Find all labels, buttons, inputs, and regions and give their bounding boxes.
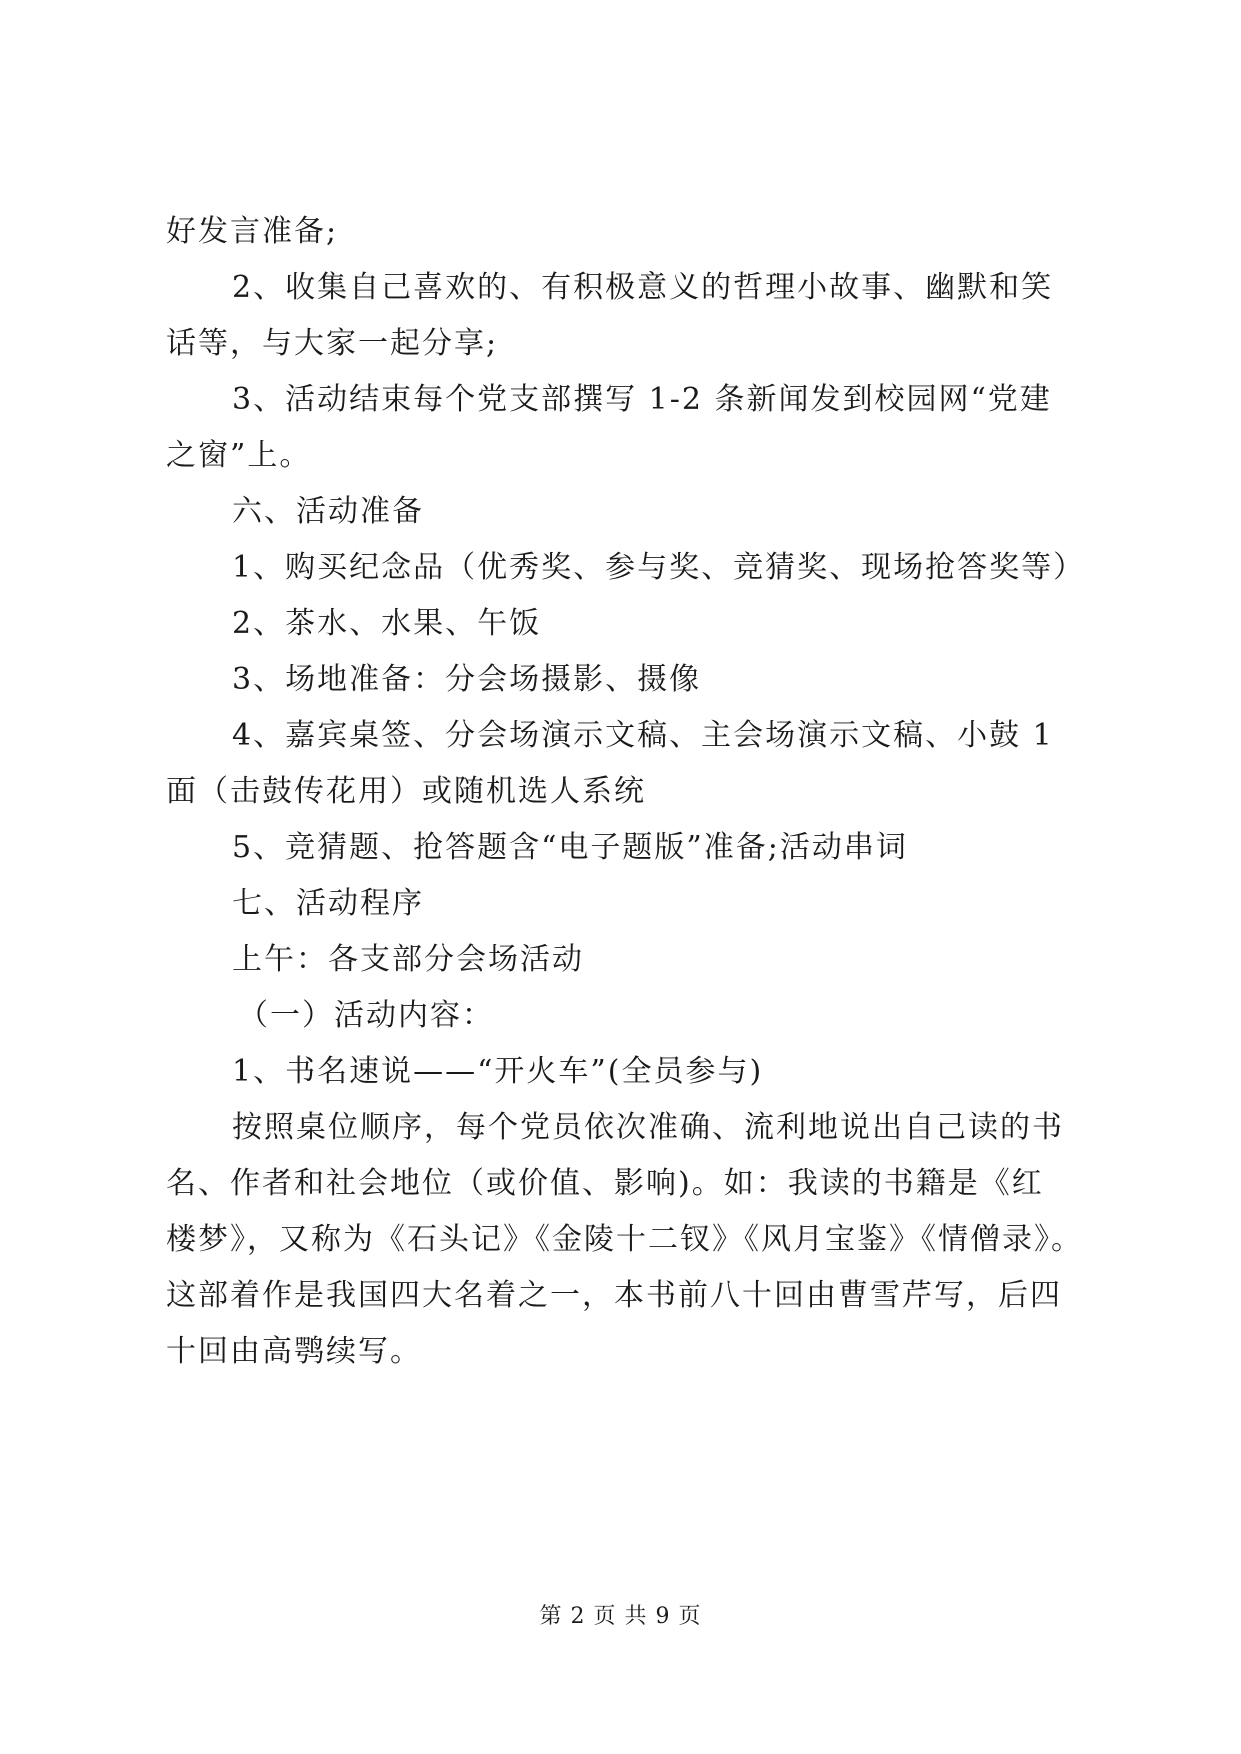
text-line: 话等，与大家一起分享;	[166, 326, 499, 361]
text-line: 3、场地准备：分会场摄影、摄像	[232, 662, 702, 697]
text-line: 5、竞猜题、抢答题含“电子题版”准备;活动串词	[232, 830, 908, 865]
text-line: 1、书名速说——“开火车”(全员参与)	[232, 1054, 764, 1089]
section-heading: 六、活动准备	[232, 494, 424, 529]
subsection-heading: （一）活动内容：	[238, 998, 494, 1033]
text-line: 2、收集自己喜欢的、有积极意义的哲理小故事、幽默和笑	[232, 270, 1054, 305]
text-line: 2、茶水、水果、午饭	[232, 606, 542, 641]
text-line: 4、嘉宾桌签、分会场演示文稿、主会场演示文稿、小鼓 1	[232, 718, 1054, 753]
page-footer: 第 2 页 共 9 页	[539, 1604, 702, 1629]
text-line: 十回由高鹗续写。	[166, 1334, 422, 1369]
text-line: 按照桌位顺序，每个党员依次准确、流利地说出自己读的书	[232, 1110, 1064, 1145]
text-line: 3、活动结束每个党支部撰写 1-2 条新闻发到校园网“党建	[232, 382, 1052, 417]
text-line: 面（击鼓传花用）或随机选人系统	[166, 774, 646, 809]
text-line: 这部着作是我国四大名着之一，本书前八十回由曹雪芹写，后四	[166, 1278, 1062, 1313]
text-line: 楼梦》，又称为《石头记》《金陵十二钗》《风月宝鉴》《情僧录》。	[166, 1222, 1083, 1257]
section-heading: 七、活动程序	[232, 886, 424, 921]
text-line: 名、作者和社会地位（或价值、影响)。如：我读的书籍是《红	[166, 1166, 1044, 1201]
text-line: 之窗”上。	[166, 438, 312, 473]
text-line: 上午：各支部分会场活动	[232, 942, 584, 977]
text-line: 1、购买纪念品（优秀奖、参与奖、竞猜奖、现场抢答奖等）	[232, 550, 1086, 585]
text-line: 好发言准备;	[166, 214, 339, 249]
